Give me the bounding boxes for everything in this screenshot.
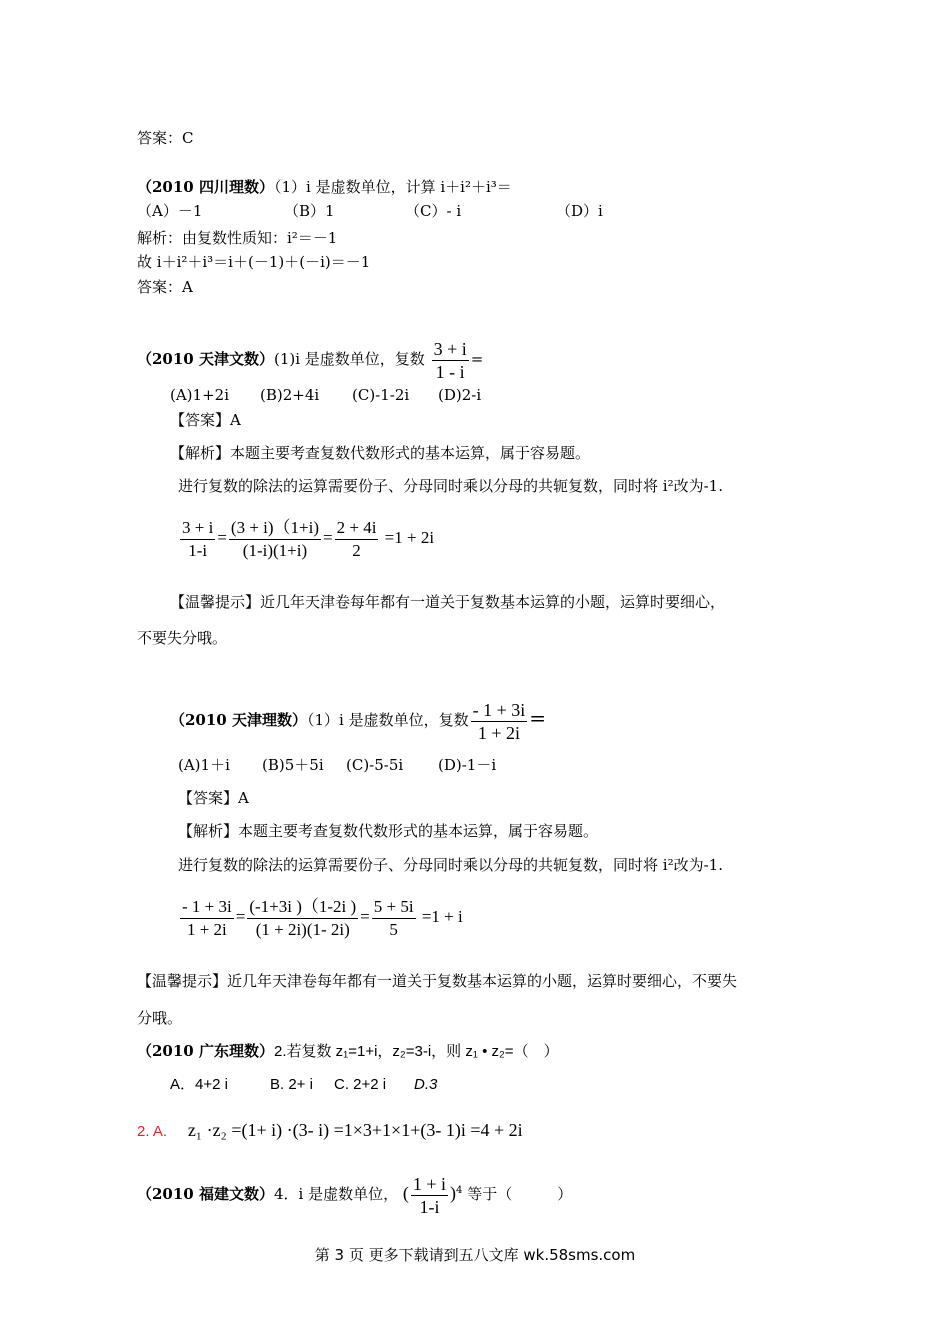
- q3-calc-frac-2: $\frac{(-1+3i )(1-2i )}{(1 + 2i)(1- 2i)}$: [249, 896, 357, 939]
- q1-option-b: （B）1: [284, 202, 335, 220]
- q1-stem: [137, 177, 512, 197]
- q4-option-d: D.3: [414, 1076, 438, 1093]
- q3-option-a: (A)1＋i: [178, 756, 230, 774]
- q5-tag: （2010 福建文数）: [137, 1185, 274, 1203]
- q3-option-c: (C)-5-5i: [346, 756, 404, 774]
- q3-fraction: $\frac{- 1 + 3i}{1 + 2i}$: [472, 699, 526, 743]
- q3-option-d: (D)-1－i: [438, 756, 497, 774]
- q5-tail: 等于（ ）: [467, 1185, 573, 1203]
- q3-method: 进行复数的除法的运算需要份子、分母同时乘以分母的共轭复数，同时将 i²改为-1.: [178, 856, 723, 874]
- q2-tag: （2010 天津文数）: [137, 350, 274, 368]
- q2-options: [170, 385, 481, 405]
- q3-text: （1）i 是虚数单位，复数: [306, 711, 469, 729]
- q2-calc-frac-1: $\frac{3 + i}{1-i}$: [182, 517, 214, 560]
- q3-calc-result: =1 + i: [421, 907, 463, 926]
- q3-calc-frac-3: $\frac{5 + 5i}{5}$: [373, 896, 414, 939]
- q2-answer: 【答案】A: [170, 411, 241, 429]
- q1-step: 故 i＋i²＋i³＝i＋(－1)＋(－i)＝－1: [137, 253, 371, 271]
- q1-option-d: （D）i: [556, 202, 603, 220]
- q4-solution: [137, 1115, 523, 1147]
- page-footer: 第 3 页 更多下载请到五八文库 wk.58sms.com: [314, 1246, 636, 1264]
- q4-answer-label: 2. A.: [137, 1123, 168, 1140]
- q3-tip-cont: 分哦。: [137, 1009, 183, 1027]
- q3-options: [178, 755, 496, 775]
- q4-text: 2.若复数 z₁=1+i，z₂=3-i，则 z₁ • z₂=（ ）: [273, 1043, 559, 1060]
- q4-answer-expr: z₁ ·z₂ =(1+ i) ·(3- i) =1×3+1×1+(3- 1)i =4 + 2i: [187, 1120, 523, 1140]
- q1-answer: 答案：A: [137, 278, 193, 296]
- q3-answer: 【答案】A: [178, 789, 249, 807]
- q4-tag: （2010 广东理数）: [137, 1042, 274, 1060]
- q3-option-b: (B)5＋5i: [262, 756, 324, 774]
- q2-option-c: (C)-1-2i: [352, 386, 410, 404]
- q1-text: （1）i 是虚数单位，计算 i＋i²＋i³＝: [273, 178, 512, 196]
- q2-fraction: $\frac{3 + i}{1 - i}$: [433, 338, 467, 382]
- q4-option-a: A．4+2 i: [170, 1076, 228, 1093]
- q4-option-c: C. 2+2 i: [334, 1076, 387, 1093]
- q2-analysis: 【解析】本题主要考查复数代数形式的基本运算，属于容易题。: [170, 444, 591, 462]
- q2-option-a: (A)1+2i: [170, 386, 229, 404]
- q3-calc-frac-1: $\frac{- 1 + 3i}{1 + 2i}$: [182, 896, 232, 939]
- q5-text: 4．i 是虚数单位，: [273, 1185, 399, 1203]
- q3-analysis: 【解析】本题主要考查复数代数形式的基本运算，属于容易题。: [178, 822, 599, 840]
- q1-option-a: （A）－1: [137, 202, 203, 220]
- q4-option-b: B. 2+ i: [270, 1076, 313, 1093]
- q2-option-b: (B)2+4i: [260, 386, 320, 404]
- q2-tip: 【温馨提示】近几年天津卷每年都有一道关于复数基本运算的小题，运算时要细心，: [170, 593, 726, 611]
- q2-stem: （2010 天津文数）(1)i 是虚数单位，复数 $\frac{3 + i}{1 - i}$ =: [137, 338, 484, 382]
- q2-option-d: (D)2-i: [438, 386, 482, 404]
- q2-calculation: $\frac{3 + i}{1-i}$ = $\frac{(3 + i)(1+i)}{(1-i)(1+i)}$ = $\frac{2 + 4i}{2}$ =1 + 2i: [182, 517, 435, 560]
- q2-calc-result: =1 + 2i: [384, 528, 435, 547]
- q1-analysis: 解析：由复数性质知：i²＝－1: [137, 229, 338, 247]
- q1-tag: （2010 四川理数）: [137, 178, 274, 196]
- q3-tag: （2010 天津理数）: [170, 711, 307, 729]
- q2-calc-frac-3: $\frac{2 + 4i}{2}$: [336, 517, 377, 560]
- q5-fraction: $\frac{1 + i}{1-i}$: [412, 1173, 447, 1217]
- q2-calc-frac-2: $\frac{(3 + i)(1+i)}{(1-i)(1+i)}$: [230, 517, 320, 560]
- q1-option-c: （C）- i: [405, 202, 462, 220]
- q4-stem: [137, 1041, 559, 1062]
- answer-c: 答案：C: [137, 129, 194, 147]
- q3-tip: 【温馨提示】近几年天津卷每年都有一道关于复数基本运算的小题，运算时要细心，不要失: [137, 972, 738, 990]
- q2-method: 进行复数的除法的运算需要份子、分母同时乘以分母的共轭复数，同时将 i²改为-1.: [178, 477, 723, 495]
- q3-calculation: $\frac{- 1 + 3i}{1 + 2i}$ = $\frac{(-1+3i )(1-2i )}{(1 + 2i)(1- 2i)}$ = $\frac{5 + 5i}{5}$ =1 + i: [182, 896, 463, 939]
- q2-text: (1)i 是虚数单位，复数: [273, 350, 425, 368]
- q5-power: 4: [456, 1185, 463, 1196]
- q3-stem: （2010 天津理数）（1）i 是虚数单位，复数 $\frac{- 1 + 3i}{1 + 2i}$ =: [170, 699, 547, 743]
- q2-tip-cont: 不要失分哦。: [137, 629, 228, 647]
- q5-stem: （2010 福建文数）4．i 是虚数单位， ( $\frac{1 + i}{1-i}$ )$^4$ 等于（ ）: [137, 1173, 573, 1217]
- q4-options: [170, 1075, 437, 1095]
